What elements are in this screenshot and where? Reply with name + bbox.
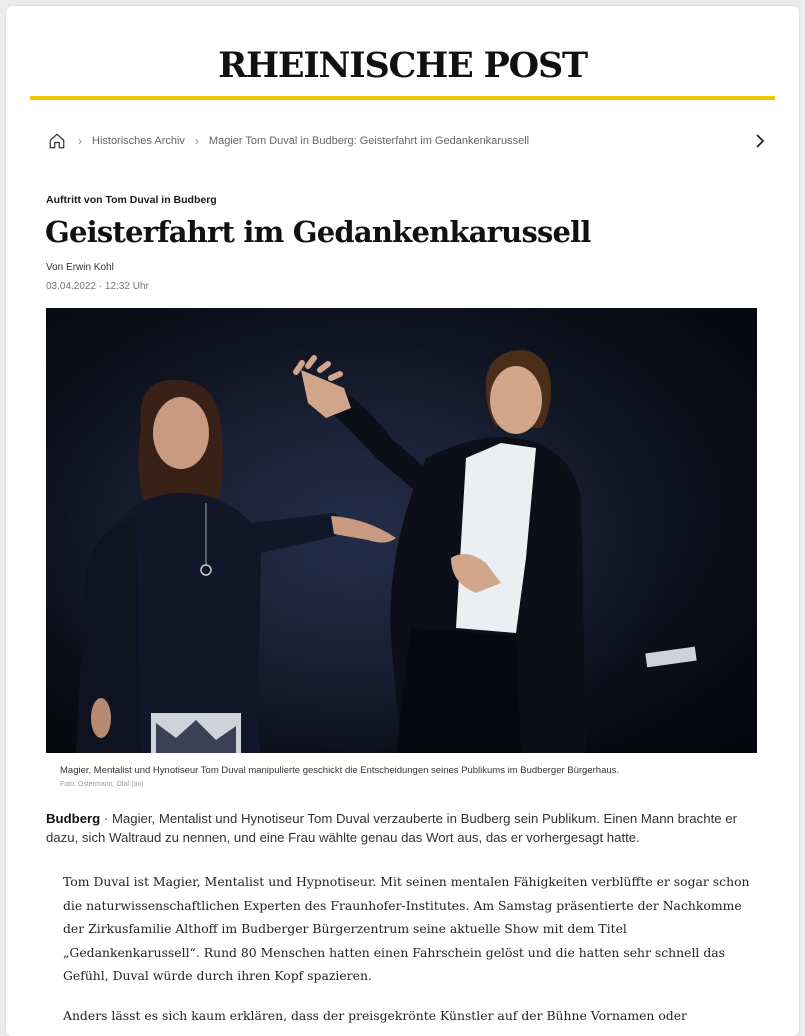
article-lead [46,809,771,847]
home-icon[interactable] [46,130,68,152]
article-photo[interactable] [46,308,757,753]
article-title: Geisterfahrt im Gedankenkarussell [45,215,591,249]
breadcrumb-item-current[interactable]: Magier Tom Duval in Budberg: Geisterfahrt im Gedankenkarussell [208,135,530,147]
article-paragraph: Tom Duval ist Magier, Mentalist und Hypnotiseur. Mit seinen mentalen Fähigkeiten verblüffte er sogar schon die naturwissenschaftlichen Experten des Fraunhofer-Institutes. Am Samstag präsentierte der Nachkomme der Zirkusfamilie Althoff im Budberger Bürgerzentrum seine aktuelle Show mit dem Titel „Gedankenkarussell“. Rund 80 Menschen hatten einen Fahrschein gelöst und die hatten sehr schnell das Gefühl, Duval würde durch ihren Kopf spazieren. [63,874,750,983]
article-kicker: Auftritt von Tom Duval in Budberg [46,194,217,206]
breadcrumb-separator-icon: › [78,134,82,148]
article-paragraph: Anders lässt es sich kaum erklären, dass der preisgekrönte Künstler auf der Bühne Vornamen oder [63,1008,687,1023]
masthead-rule [30,96,775,100]
article-page [6,6,799,1036]
photo-credit: Foto: Ostermann, Olaf (oo) [60,781,144,788]
lead-text: · Magier, Mentalist und Hynotiseur Tom Duval verzauberte in Budberg sein Publikum. Einen Mann brachte er dazu, sich Waltraud zu nennen, und eine Frau wählte genau das Wort aus, das er vorhergesagt hatte. [46,811,737,845]
site-logo[interactable]: RHEINISCHE POST [218,45,587,86]
photo-caption: Magier, Mentalist und Hynotiseur Tom Duval manipulierte geschickt die Entscheidungen seines Publikums im Budberger Bürgerhaus. [60,765,620,776]
breadcrumb-separator-icon: › [194,134,199,148]
chevron-right-icon[interactable] [753,130,767,155]
breadcrumb [46,126,771,156]
breadcrumb-item-archive[interactable]: Historisches Archiv [92,135,185,147]
article-author[interactable]: Von Erwin Kohl [46,262,114,273]
article-date: 03.04.2022 · 12:32 Uhr [46,281,149,292]
lead-location: Budberg [46,811,101,826]
